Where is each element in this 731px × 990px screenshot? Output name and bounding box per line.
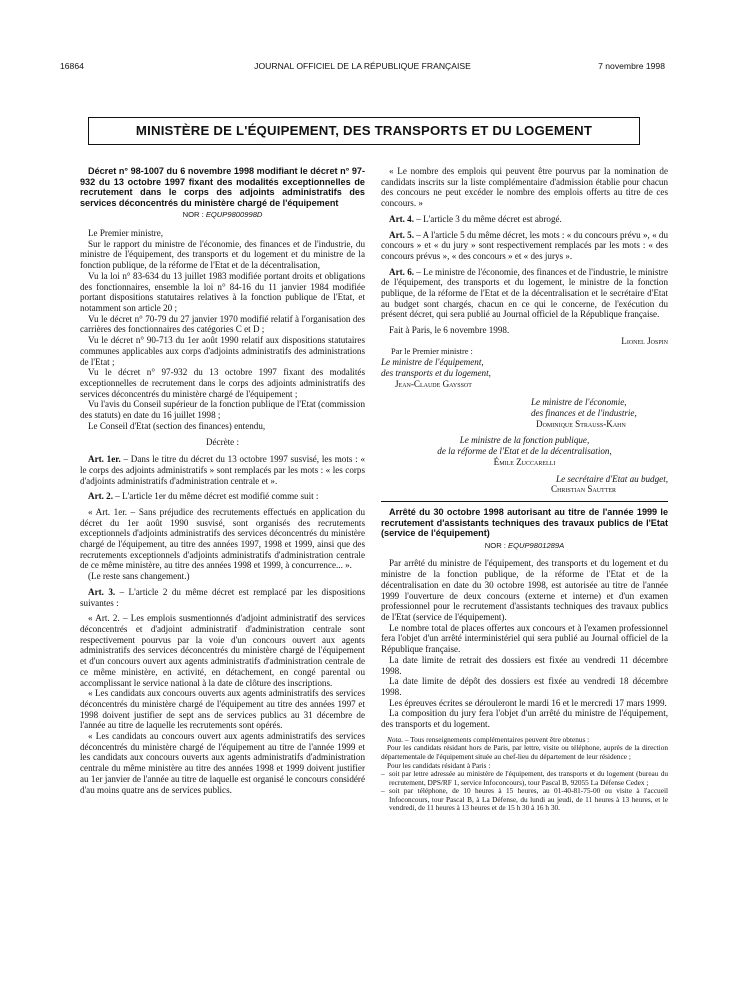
note-intro: Nota. – Tous renseignements complémentaires peuvent être obtenus :	[387, 734, 590, 744]
decree-nor: NOR : EQUP9800998D	[182, 210, 263, 220]
decree-title: Décret n° 98-1007 du 6 novembre 1998 modifiant le décret n° 97-932 du 13 octobre 1997 fixant des modalités exceptionnelles de recrutement dans le corps des adjoints administratifs des services déconcentrés du ministère chargé de l'équipement	[80, 166, 365, 208]
left-column	[80, 166, 365, 795]
article-2: Art. 2. – L'article 1er du même décret est modifié comme suit :	[88, 491, 319, 502]
article-4: Art. 4. – L'article 3 du même décret est abrogé.	[389, 213, 562, 224]
list-item: – soit par téléphone, de 10 heures à 15 heures, au 01-40-81-75-00 ou visite à l'accueil Infoconcours, tour Pascal B, à La Défense, du lundi au jeudi, de 11 heures à 13 heures, et le vendredi, de 11 heures à 13 heures et de 15 h 30 à 16 h 30.	[389, 787, 668, 813]
page-number: 16864	[60, 61, 84, 71]
article-2-quote: « Art. 1er. – Sans préjudice des recrutements effectués en application du décret du 1er août 1990 susvisé, sont organisés des recrutements exceptionnels d'adjoints administratifs des services déconcentrés du ministère chargé de l'équipement, au titre des années 1997, 1998 et 1999, ainsi que des recrutements exceptionnels d'adjoints administratifs d'administration centrale de ce même ministère, au titre des années 1998 et 1999, à concurrence... ».	[80, 506, 365, 571]
signing-place-date: Fait à Paris, le 6 novembre 1998.	[389, 325, 510, 336]
signatory-title: des finances et de l'industrie,	[531, 408, 637, 419]
decree-para: Vu le décret n° 97-932 du 13 octobre 1997 fixant des modalités exceptionnelles de recrutement dans le corps des adjoints administratifs des services déconcentrés du ministère chargé de l'équipement ;	[80, 367, 365, 399]
article-5: Art. 5. – A l'article 5 du même décret, les mots : « du concours prévu », « du concours » et « du jury » sont respectivement remplacés par les mots : « des concours prévus », « des concours » et « des jurys ».	[381, 229, 669, 261]
article-3: Art. 3. – L'article 2 du même décret est remplacé par les dispositions suivantes :	[80, 586, 365, 608]
decree-para: Le Premier ministre,	[88, 228, 164, 239]
arrete-para: Les épreuves écrites se dérouleront le mardi 16 et le mercredi 17 mars 1999.	[389, 697, 667, 708]
decree-para: Le Conseil d'Etat (section des finances) entendu,	[88, 420, 266, 431]
decree-para: Vu le décret n° 70-79 du 27 janvier 1970 modifié relatif à l'organisation des carrières des fonctionnaires des catégories C et D ;	[80, 313, 365, 335]
article-3-quote: « Les candidats aux concours ouverts aux agents administratifs des services déconcentrés du ministère chargé de l'équipement au titre des années 1997 et 1998 doivent justifier de sept ans de services publics au 31 décembre de l'année au titre de laquelle les recrutements sont opérés.	[80, 688, 365, 731]
article-1: Art. 1er. – Dans le titre du décret du 13 octobre 1997 susvisé, les mots : « le corps des adjoints administratifs » sont remplacés par les mots : « les corps d'adjoints administratifs d'administration centrale et ».	[80, 454, 365, 486]
arrete-nor: NOR : EQUP9801289A	[484, 540, 565, 550]
decree-para: Vu la loi n° 83-634 du 13 juillet 1983 modifiée portant droits et obligations des fonctionnaires, ensemble la loi n° 84-16 du 11 janvier 1984 modifiée portant dispositions statutaires relatives à la fonction publique de l'Etat, et notamment son article 20 ;	[80, 270, 365, 313]
signatory-title: de la réforme de l'Etat et de la décentralisation,	[437, 446, 612, 457]
signatory-title: Le ministre de l'économie,	[531, 397, 627, 408]
arrete-para: Par arrêté du ministre de l'équipement, des transports et du logement et du ministre de la fonction publique, de la réforme de l'Etat et de la décentralisation en date du 30 octobre 1998, est autorisée au titre de l'année 1999 l'ouverture de deux concours (externe et interne) et d'un examen professionnel pour le recrutement d'assistants techniques des travaux publics de l'Etat (service de l'équipement).	[381, 558, 668, 622]
signatory-name: Lionel Jospin	[621, 335, 668, 346]
signatory-title: Le secrétaire d'Etat au budget,	[556, 473, 668, 484]
signatory-title: Le ministre de la fonction publique,	[459, 435, 590, 446]
article-3-quote: « Art. 2. – Les emplois susmentionnés d'adjoint administratif des services déconcentrés et d'adjoint administratif d'administration centrale sont respectivement pourvus par la voie d'un concours ouvert aux agents administratifs des services déconcentrés du ministère chargé de l'équipement et d'un concours ouvert aux agents administratifs d'administration centrale de ce même ministère, en activité, en détachement, en congé parental ou accomplissant le service national à la date de clôture des inscriptions.	[80, 613, 365, 688]
decrete-label: Décrète :	[205, 437, 240, 448]
note-para: Pour les candidats résidant à Paris :	[387, 760, 491, 770]
signatory-name: Jean-Claude Gayssot	[395, 378, 472, 389]
signatory-name: Dominique Strauss-Kahn	[536, 418, 626, 429]
section-divider	[381, 501, 668, 502]
right-column	[381, 166, 668, 813]
note-para: Pour les candidats résidant hors de Paris, par lettre, visite ou téléphone, auprès de la direction départementale de l'équipement située au chef-lieu du département de leur résidence ;	[381, 743, 668, 761]
decree-para: Sur le rapport du ministre de l'économie, des finances et de l'industrie, du ministre de l'équipement, des transports et du logement et du ministre de la fonction publique, de la réforme de l'Etat et de la décentralisation,	[80, 238, 365, 271]
note-list	[381, 770, 668, 813]
signatory-title: Le ministre de l'équipement,	[381, 357, 484, 368]
signatory-intro: Par le Premier ministre :	[391, 346, 473, 356]
signatory-title: des transports et du logement,	[381, 367, 491, 378]
article-3-quote: « Les candidats au concours ouvert aux agents administratifs des services déconcentrés du ministère chargé de l'équipement au titre de l'année 1999 et les candidats aux concours ouverts aux agents administratifs d'administration centrale du même ministère au titre des années 1998 et 1999 doivent justifier au 1er janvier de l'année au titre de laquelle est organisé le concours considéré d'au moins quatre ans de services publics.	[80, 731, 365, 795]
arrete-para: La date limite de retrait des dossiers est fixée au vendredi 11 décembre 1998.	[381, 654, 668, 676]
article-3-quote: « Le nombre des emplois qui peuvent être pourvus par la nomination de candidats inscrits sur la liste complémentaire d'admission établie pour chacun des concours ne peut excéder le nombre des emplois offerts au titre de ces concours. »	[381, 166, 668, 209]
arrete-para: Le nombre total de places offertes aux concours et à l'examen professionnel fera l'objet d'un arrêté interministériel qui sera publié au Journal officiel de la République française.	[381, 622, 668, 655]
arrete-para: La date limite de dépôt des dossiers est fixée au vendredi 18 décembre 1998.	[381, 676, 668, 697]
article-6: Art. 6. – Le ministre de l'économie, des finances et de l'industrie, le ministre de l'équipement, des transports et du logement, le ministre de la fonction publique, de la réforme de l'Etat et de la décentralisation et le secrétaire d'Etat au budget sont chargés, chacun en ce qui le concerne, de l'exécution du présent décret, qui sera publié au Journal officiel de la République française.	[381, 266, 668, 320]
article-2-rest: (Le reste sans changement.)	[88, 571, 190, 582]
info-note	[381, 736, 668, 813]
ministry-heading: MINISTÈRE DE L'ÉQUIPEMENT, DES TRANSPORTS ET DU LOGEMENT	[88, 117, 640, 145]
arrete-title: Arrêté du 30 octobre 1998 autorisant au titre de l'année 1999 le recrutement d'assistants techniques des travaux publics de l'Etat (service de l'équipement)	[381, 506, 668, 539]
decree-para: Vu l'avis du Conseil supérieur de la fonction publique de l'Etat (commission des statuts) en date du 16 juillet 1998 ;	[80, 399, 365, 421]
decree-para: Vu le décret n° 90-713 du 1er août 1990 relatif aux dispositions statutaires communes applicables aux corps d'adjoints administratifs des administrations de l'Etat ;	[80, 335, 365, 367]
journal-title: JOURNAL OFFICIEL DE LA RÉPUBLIQUE FRANÇAISE	[254, 61, 471, 71]
signatory-name: Émile Zuccarelli	[493, 456, 556, 467]
issue-date: 7 novembre 1998	[598, 61, 665, 71]
list-item: – soit par lettre adressée au ministère de l'équipement, des transports et du logement (bureau du recrutement, DPS/RF 1, service Infoconcours), tour Pascal B, 92055 La Défense Cedex ;	[389, 770, 668, 787]
arrete-para: La composition du jury fera l'objet d'un arrêté du ministre de l'équipement, des transports et du logement.	[381, 708, 668, 730]
signatory-name: Christian Sautter	[551, 484, 617, 495]
